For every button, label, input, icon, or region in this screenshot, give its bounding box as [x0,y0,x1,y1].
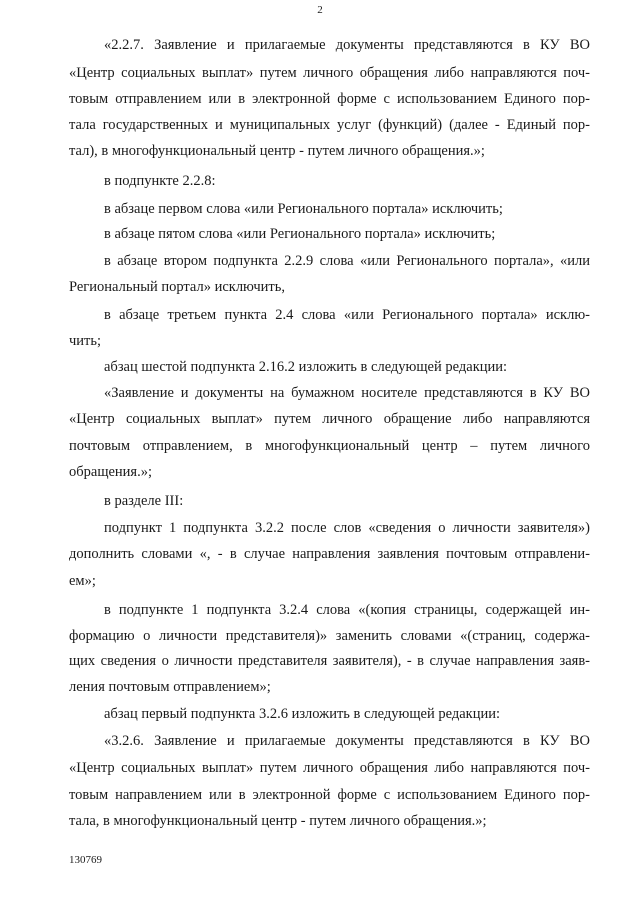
text-line: «3.2.6. Заявление и прилагаемые документы представляются в КУ ВО [104,733,590,749]
text-line: в абзаце пятом слова «или Регионального портала» исключить; [104,226,496,242]
text-line: ления почтовым отправлением»; [69,679,271,695]
text-line: в абзаце втором подпункта 2.2.9 слова «или Регионального портала», «или [104,253,590,269]
text-line: подпункт 1 подпункта 3.2.2 после слов «сведения о личности заявителя») [104,520,590,536]
text-line: чить; [69,333,102,349]
text-line: ем»; [69,573,96,589]
text-line: «Заявление и документы на бумажном носителе представляются в КУ ВО [104,385,590,401]
text-line: в подпункте 2.2.8: [104,173,216,189]
text-line: почтовым отправлением, в многофункциональный центр – путем личного [69,438,590,454]
text-line: Региональный портал» исключить, [69,279,285,295]
document-code: 130769 [69,854,102,866]
text-line: абзац первый подпункта 3.2.6 изложить в следующей редакции: [104,706,501,722]
text-line: абзац шестой подпункта 2.16.2 изложить в следующей редакции: [104,359,508,375]
text-line: тала государственных и муниципальных услуг (функций) (далее - Единый пор- [69,117,590,133]
text-line: «Центр социальных выплат» путем личного обращения либо направляются поч- [69,65,590,81]
text-line: «2.2.7. Заявление и прилагаемые документы представляются в КУ ВО [104,37,590,53]
page-number: 2 [317,4,323,16]
text-line: тала, в многофункциональный центр - путем личного обращения.»; [69,813,487,829]
text-line: «Центр социальных выплат» путем личного обращение либо направляются [69,411,590,427]
text-line: обращения.»; [69,464,153,480]
text-line: тал), в многофункциональный центр - путем личного обращения.»; [69,143,485,159]
text-line: в подпункте 1 подпункта 3.2.4 слова «(копия страницы, содержащей ин- [104,602,590,618]
text-line: формацию о личности представителя)» заменить словами «(страниц, содержа- [69,628,590,644]
text-line: в абзаце третьем пункта 2.4 слова «или Регионального портала» исклю- [104,307,590,323]
text-line: в абзаце первом слова «или Регионального портала» исключить; [104,201,503,217]
text-line: «Центр социальных выплат» путем личного обращения либо направляются поч- [69,760,590,776]
text-line: дополнить словами «, - в случае направления заявления почтовым отправлени- [69,546,590,562]
text-line: щих сведения о личности представителя заявителя), - в случае направления заяв- [69,653,590,669]
text-line: товым направлением или в электронной форме с использованием Единого пор- [69,787,590,803]
text-line: товым отправлением или в электронной форме с использованием Единого пор- [69,91,590,107]
text-line: в разделе III: [104,493,184,509]
